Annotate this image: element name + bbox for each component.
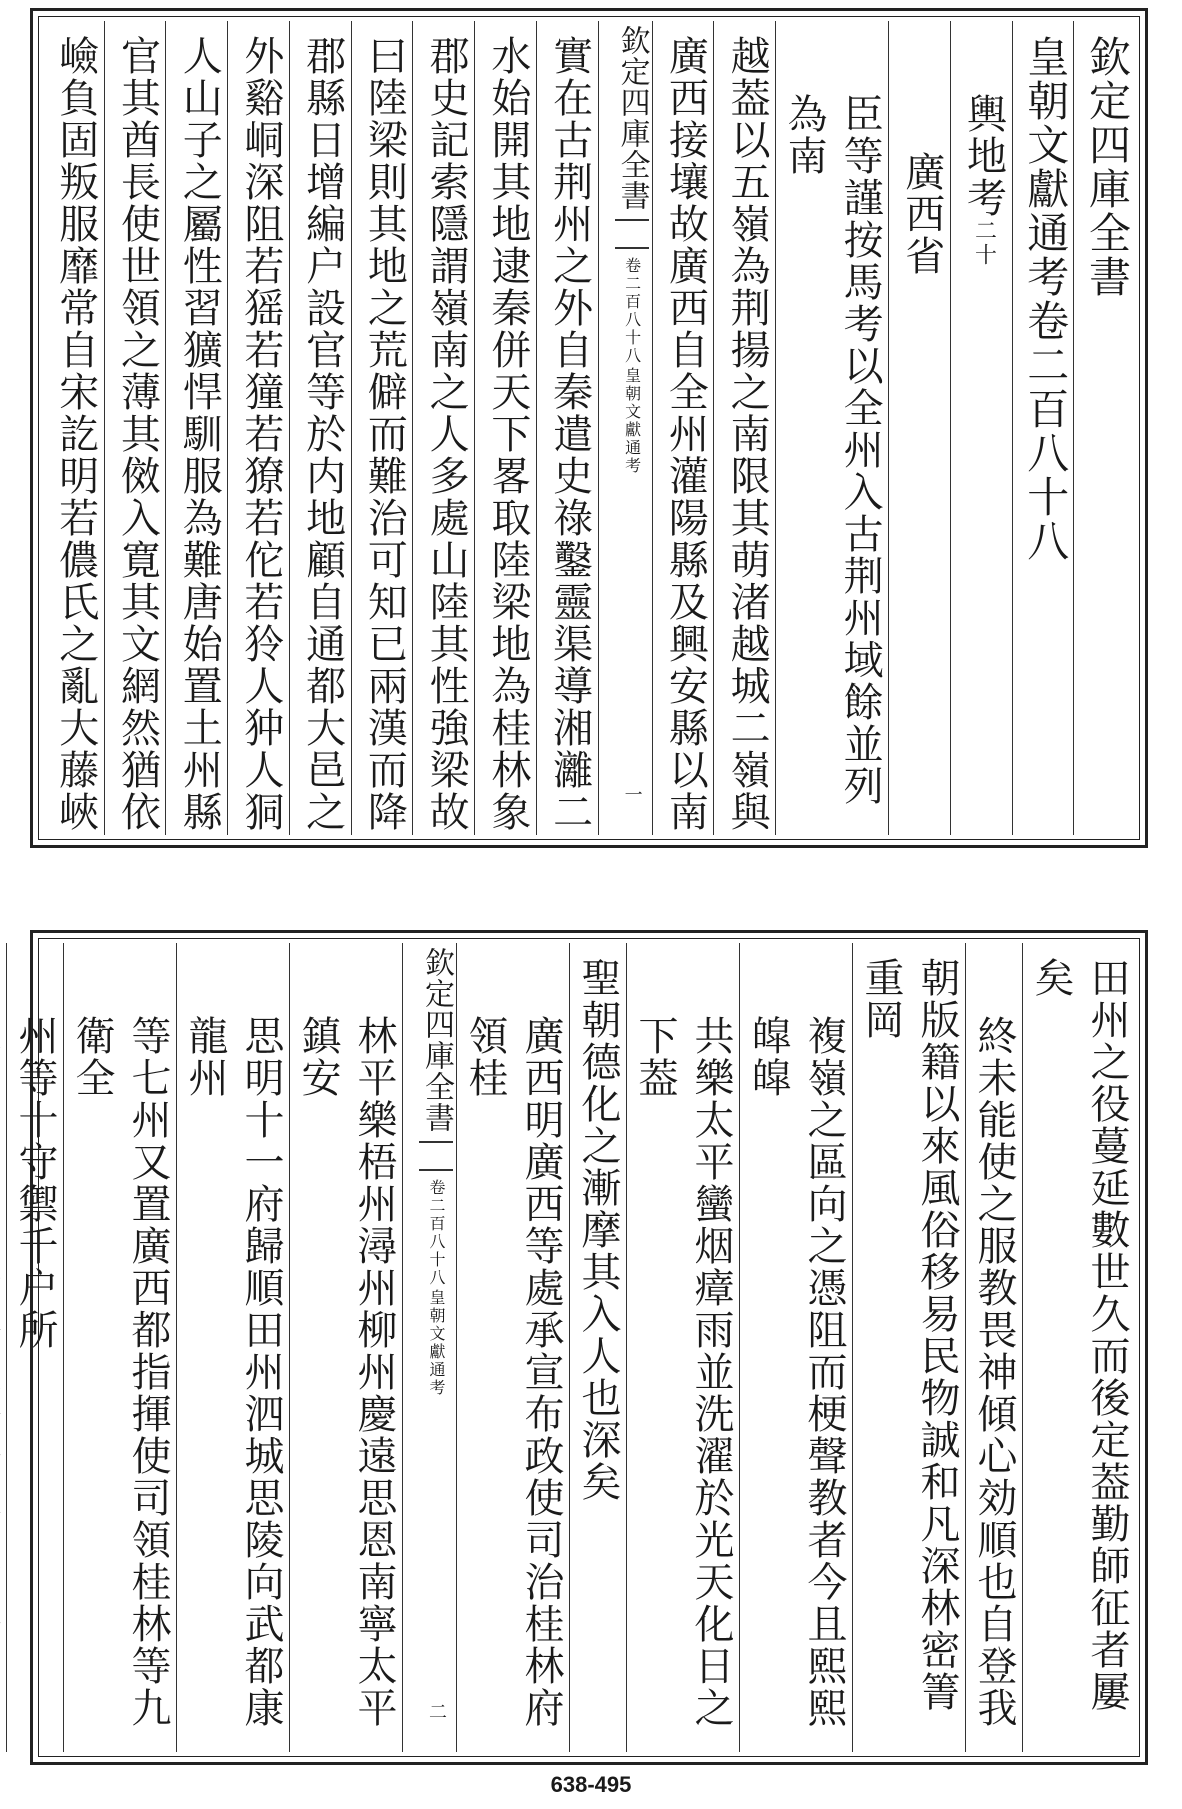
top_page-text-column — [43, 21, 104, 835]
fold-meta-line: 皇朝文獻通考 — [622, 367, 642, 475]
column-text: 廣西接壤故廣西自全州灌陽縣及興安縣以南 — [662, 35, 709, 833]
top_page-text-column — [412, 21, 474, 835]
column-text: 廣西明廣西等處承宣布政使司治桂林府領桂 — [462, 1015, 564, 1729]
fish-tail-mark — [615, 219, 649, 249]
column-text: 水始開其地逮秦併天下畧取陸梁地為桂林象 — [484, 35, 531, 833]
bottom_page-text-column — [289, 943, 402, 1752]
top_page-text-column — [104, 21, 166, 835]
column-text: 郡縣日增編户設官等於内地顧自通都大邑之 — [299, 35, 346, 833]
column-text: 欽定四庫全書 — [1083, 35, 1132, 299]
column-text: 田州之役蔓延數世久而後定葢勤師征者屢矣 — [1028, 957, 1130, 1713]
column-text: 輿地考 — [960, 93, 1007, 219]
top_page-text-column — [289, 21, 351, 835]
fold-meta — [426, 1179, 446, 1397]
top_page-text-column — [1073, 21, 1135, 835]
top_page-fold-center — [598, 21, 652, 835]
bottom_page-text-column — [456, 943, 569, 1752]
top-page-columns — [43, 21, 1135, 835]
column-text: 越葢以五嶺為荆揚之南限其萌渚越城二嶺與 — [724, 35, 771, 833]
column-text: 廣西省 — [898, 151, 945, 277]
fold-page-number: 二 — [426, 1702, 447, 1722]
column-text: 共樂太平蠻烟瘴雨並洗濯於光天化日之下葢 — [632, 1015, 734, 1729]
column-text: 林平樂梧州潯州柳州慶遠思恩南寧太平鎮安 — [295, 1015, 397, 1729]
column-text: 思明十一府歸順田州泗城思陵向武都康龍州 — [182, 1015, 284, 1729]
top_page-text-column — [536, 21, 598, 835]
bottom_page-text-column — [569, 943, 626, 1752]
fish-tail-mark — [419, 1141, 453, 1171]
bottom_page-text-column — [626, 943, 739, 1752]
bottom_page-text-column — [965, 943, 1022, 1752]
fold-meta-line: 卷二百八十八 — [427, 1179, 446, 1287]
column-text: 郡史記索隱謂嶺南之人多處山陸其性強梁故 — [423, 35, 470, 833]
top_page-text-column — [227, 21, 289, 835]
fold-page-number: 一 — [621, 785, 643, 805]
column-text: 人山子之屬性習獷悍馴服為難唐始置土州縣 — [176, 35, 223, 833]
column-text: 皇朝文獻通考卷二百八十八 — [1021, 35, 1071, 563]
column-text: 外谿峒深阻若猺若獞若獠若佗若狑人狆人狪 — [237, 35, 284, 833]
bottom_page-text-column — [63, 943, 176, 1752]
column-text: 實在古荆州之外自秦遣史祿鑿靈渠導湘灕二 — [546, 35, 593, 833]
bottom_page-text-column — [176, 943, 289, 1752]
column-text: 複嶺之區向之憑阻而梗聲教者今且熙熙皡皡 — [745, 1015, 847, 1729]
page-number-footer: 638-495 — [550, 1772, 632, 1797]
top_page-text-column — [775, 21, 888, 835]
top_page-text-column — [474, 21, 536, 835]
fold-meta — [622, 257, 642, 475]
column-text: 曰陸梁則其地之荒僻而難治可知已兩漢而降 — [361, 35, 408, 833]
column-text: 嶮負固叛服靡常自宋訖明若儂氏之亂大藤峽 — [52, 35, 99, 833]
column-text: 聖朝德化之漸摩其入人也深矣 — [575, 957, 621, 1503]
column-subnote: 二十 — [971, 219, 997, 267]
top-page — [30, 8, 1148, 848]
bottom_page-text-column — [852, 943, 965, 1752]
bottom_page-fold-center — [402, 943, 456, 1752]
column-text: 官其酋長使世領之薄其傚入寛其文網然猶依 — [114, 35, 161, 833]
bottom_page-text-column — [1022, 943, 1135, 1752]
column-text: 朝版籍以來風俗移易民物誠和凡深林密箐重岡 — [858, 957, 960, 1713]
fold-meta-line: 皇朝文獻通考 — [427, 1289, 446, 1397]
bottom-page — [12, 930, 1148, 1765]
bottom_page-text-column — [6, 943, 63, 1752]
column-text: 臣等謹按馬考以全州入古荆州域餘並列為南 — [781, 93, 884, 807]
column-text: 州等十守禦千户所 — [12, 1015, 58, 1351]
fold-book-title: 欽定四庫全書 — [614, 25, 650, 211]
top_page-text-column — [713, 21, 775, 835]
column-text: 等七州又置廣西都指揮使司領桂林等九衛全 — [69, 1015, 171, 1729]
bottom-page-columns — [12, 943, 1135, 1752]
top_page-text-column — [888, 21, 950, 835]
fold-meta-line: 卷二百八十八 — [622, 257, 642, 365]
top_page-text-column — [351, 21, 413, 835]
column-text: 終未能使之服教畏神傾心効順也自登我 — [971, 1015, 1017, 1729]
column-text — [0, 957, 1, 1713]
bottom_page-text-column — [739, 943, 852, 1752]
fold-book-title: 欽定四庫全書 — [419, 947, 454, 1133]
top_page-text-column — [950, 21, 1012, 835]
top_page-text-column — [1012, 21, 1074, 835]
top_page-text-column — [165, 21, 227, 835]
top_page-text-column — [652, 21, 714, 835]
